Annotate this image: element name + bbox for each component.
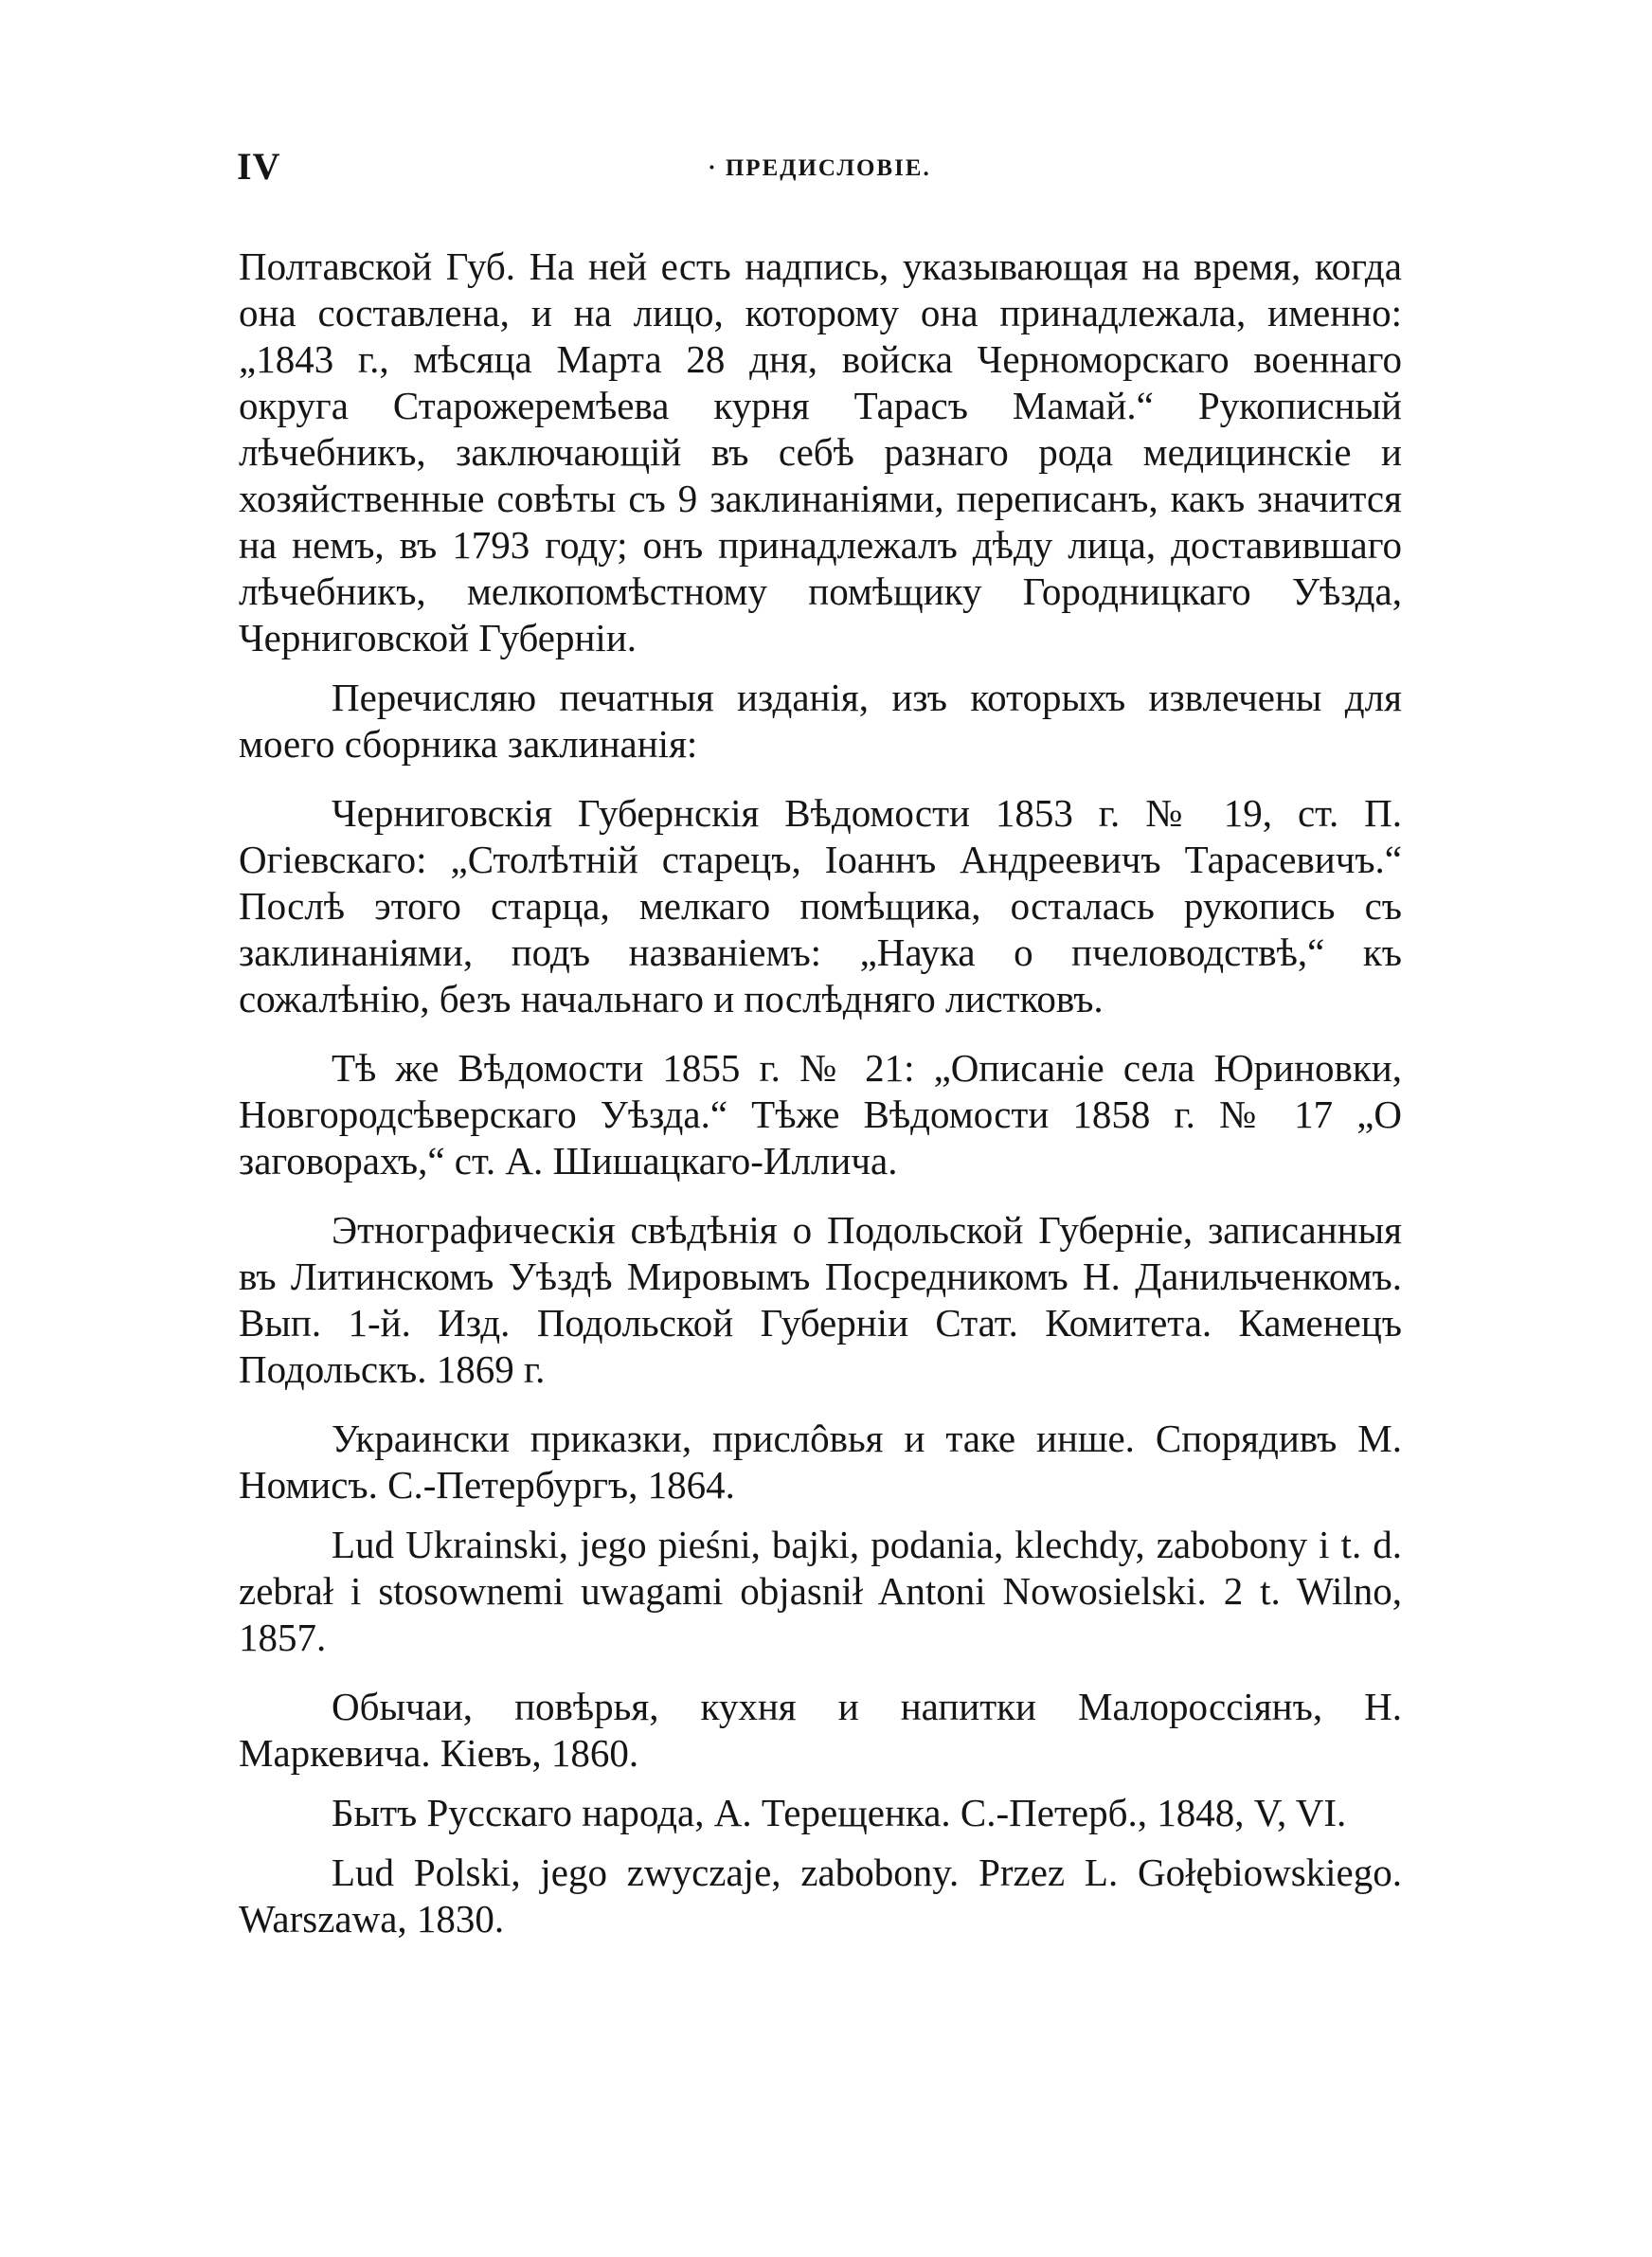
paragraph-podolsk-ethnography: Этнографическія свѣдѣнія о Подольской Губерніе, записанныя въ Литинскомъ Уѣздѣ Мировымъ Посредникомъ Н. Данильченкомъ. Вып. 1-й. Изд. Подольской Губерніи Стат. Комитета. Каменецъ Подольскъ. 1869 г. — [239, 1208, 1402, 1391]
body-text — [239, 244, 1402, 1942]
paragraph-chernigov-vedomosti-1853: Черниговскія Губернскія Вѣдомости 1853 г. № 19, ст. П. Огіевскаго: „Столѣтній старецъ, Іоаннъ Андреевичъ Тарасевичъ.“ Послѣ этого старца, мелкаго помѣщика, осталась рукопись съ заклинаніями, подъ названіемъ: „Наука о пчеловодствѣ,“ къ сожалѣнію, безъ начальнаго и послѣдняго листковъ. — [239, 791, 1402, 1020]
running-head — [237, 144, 1402, 201]
paragraph-markevich: Обычаи, повѣрья, кухня и напитки Малороссіянъ, Н. Маркевича. Кіевъ, 1860. — [239, 1685, 1402, 1775]
paragraph-vedomosti-1855: Тѣ же Вѣдомости 1855 г. № 21: „Описаніе села Юриновки, Новгородсѣверскаго Уѣзда.“ Тѣже Вѣдомости 1858 г. № 17 „О заговорахъ,“ ст. А. Шишацкаго-Иллича. — [239, 1046, 1402, 1183]
paragraph-sources-intro: Перечисляю печатныя изданія, изъ которыхъ извлечены для моего сборника заклинанія: — [239, 676, 1402, 766]
paragraph-lud-ukrainski: Lud Ukrainski, jego pieśni, bajki, podania, klechdy, zabobony i t. d. zebrał i stosownemi uwagami objasnił Antoni Nowosielski. 2 t. Wilno, 1857. — [239, 1523, 1402, 1659]
paragraph-tereshchenko: Бытъ Русскаго народа, А. Терещенка. С.-Петерб., 1848, V, VI. — [332, 1791, 1347, 1834]
paragraph-poltava-manuscript: Полтавской Губ. На ней есть надпись, указывающая на время, когда она составлена, и на лицо, которому она принадлежала, именно: „1843 г., мѣсяца Марта 28 дня, войска Черноморскаго военнаго округа Старожеремѣева курня Тарасъ Мамай.“ Рукописный лѣчебникъ, заключающій въ себѣ разнаго рода медицинскіе и хозяйственные совѣты съ 9 заклинаніями, переписанъ, какъ значится на немъ, въ 1793 году; онъ принадлежалъ дѣду лица, доставившаго лѣчебникъ, мелкопомѣстному помѣщику Городницкаго Уѣзда, Черниговской Губерніи. — [239, 244, 1402, 659]
running-title: · ПРЕДИСЛОВІЕ. — [708, 155, 931, 181]
paragraph-nomis: Украински приказки, прислôвья и таке инше. Спорядивъ М. Номисъ. С.-Петербургъ, 1864. — [239, 1417, 1402, 1507]
paragraph-lud-polski: Lud Polski, jego zwyczaje, zabobony. Przez L. Gołębiowskiego. Warszawa, 1830. — [239, 1851, 1402, 1941]
page-number: IV — [237, 145, 281, 188]
